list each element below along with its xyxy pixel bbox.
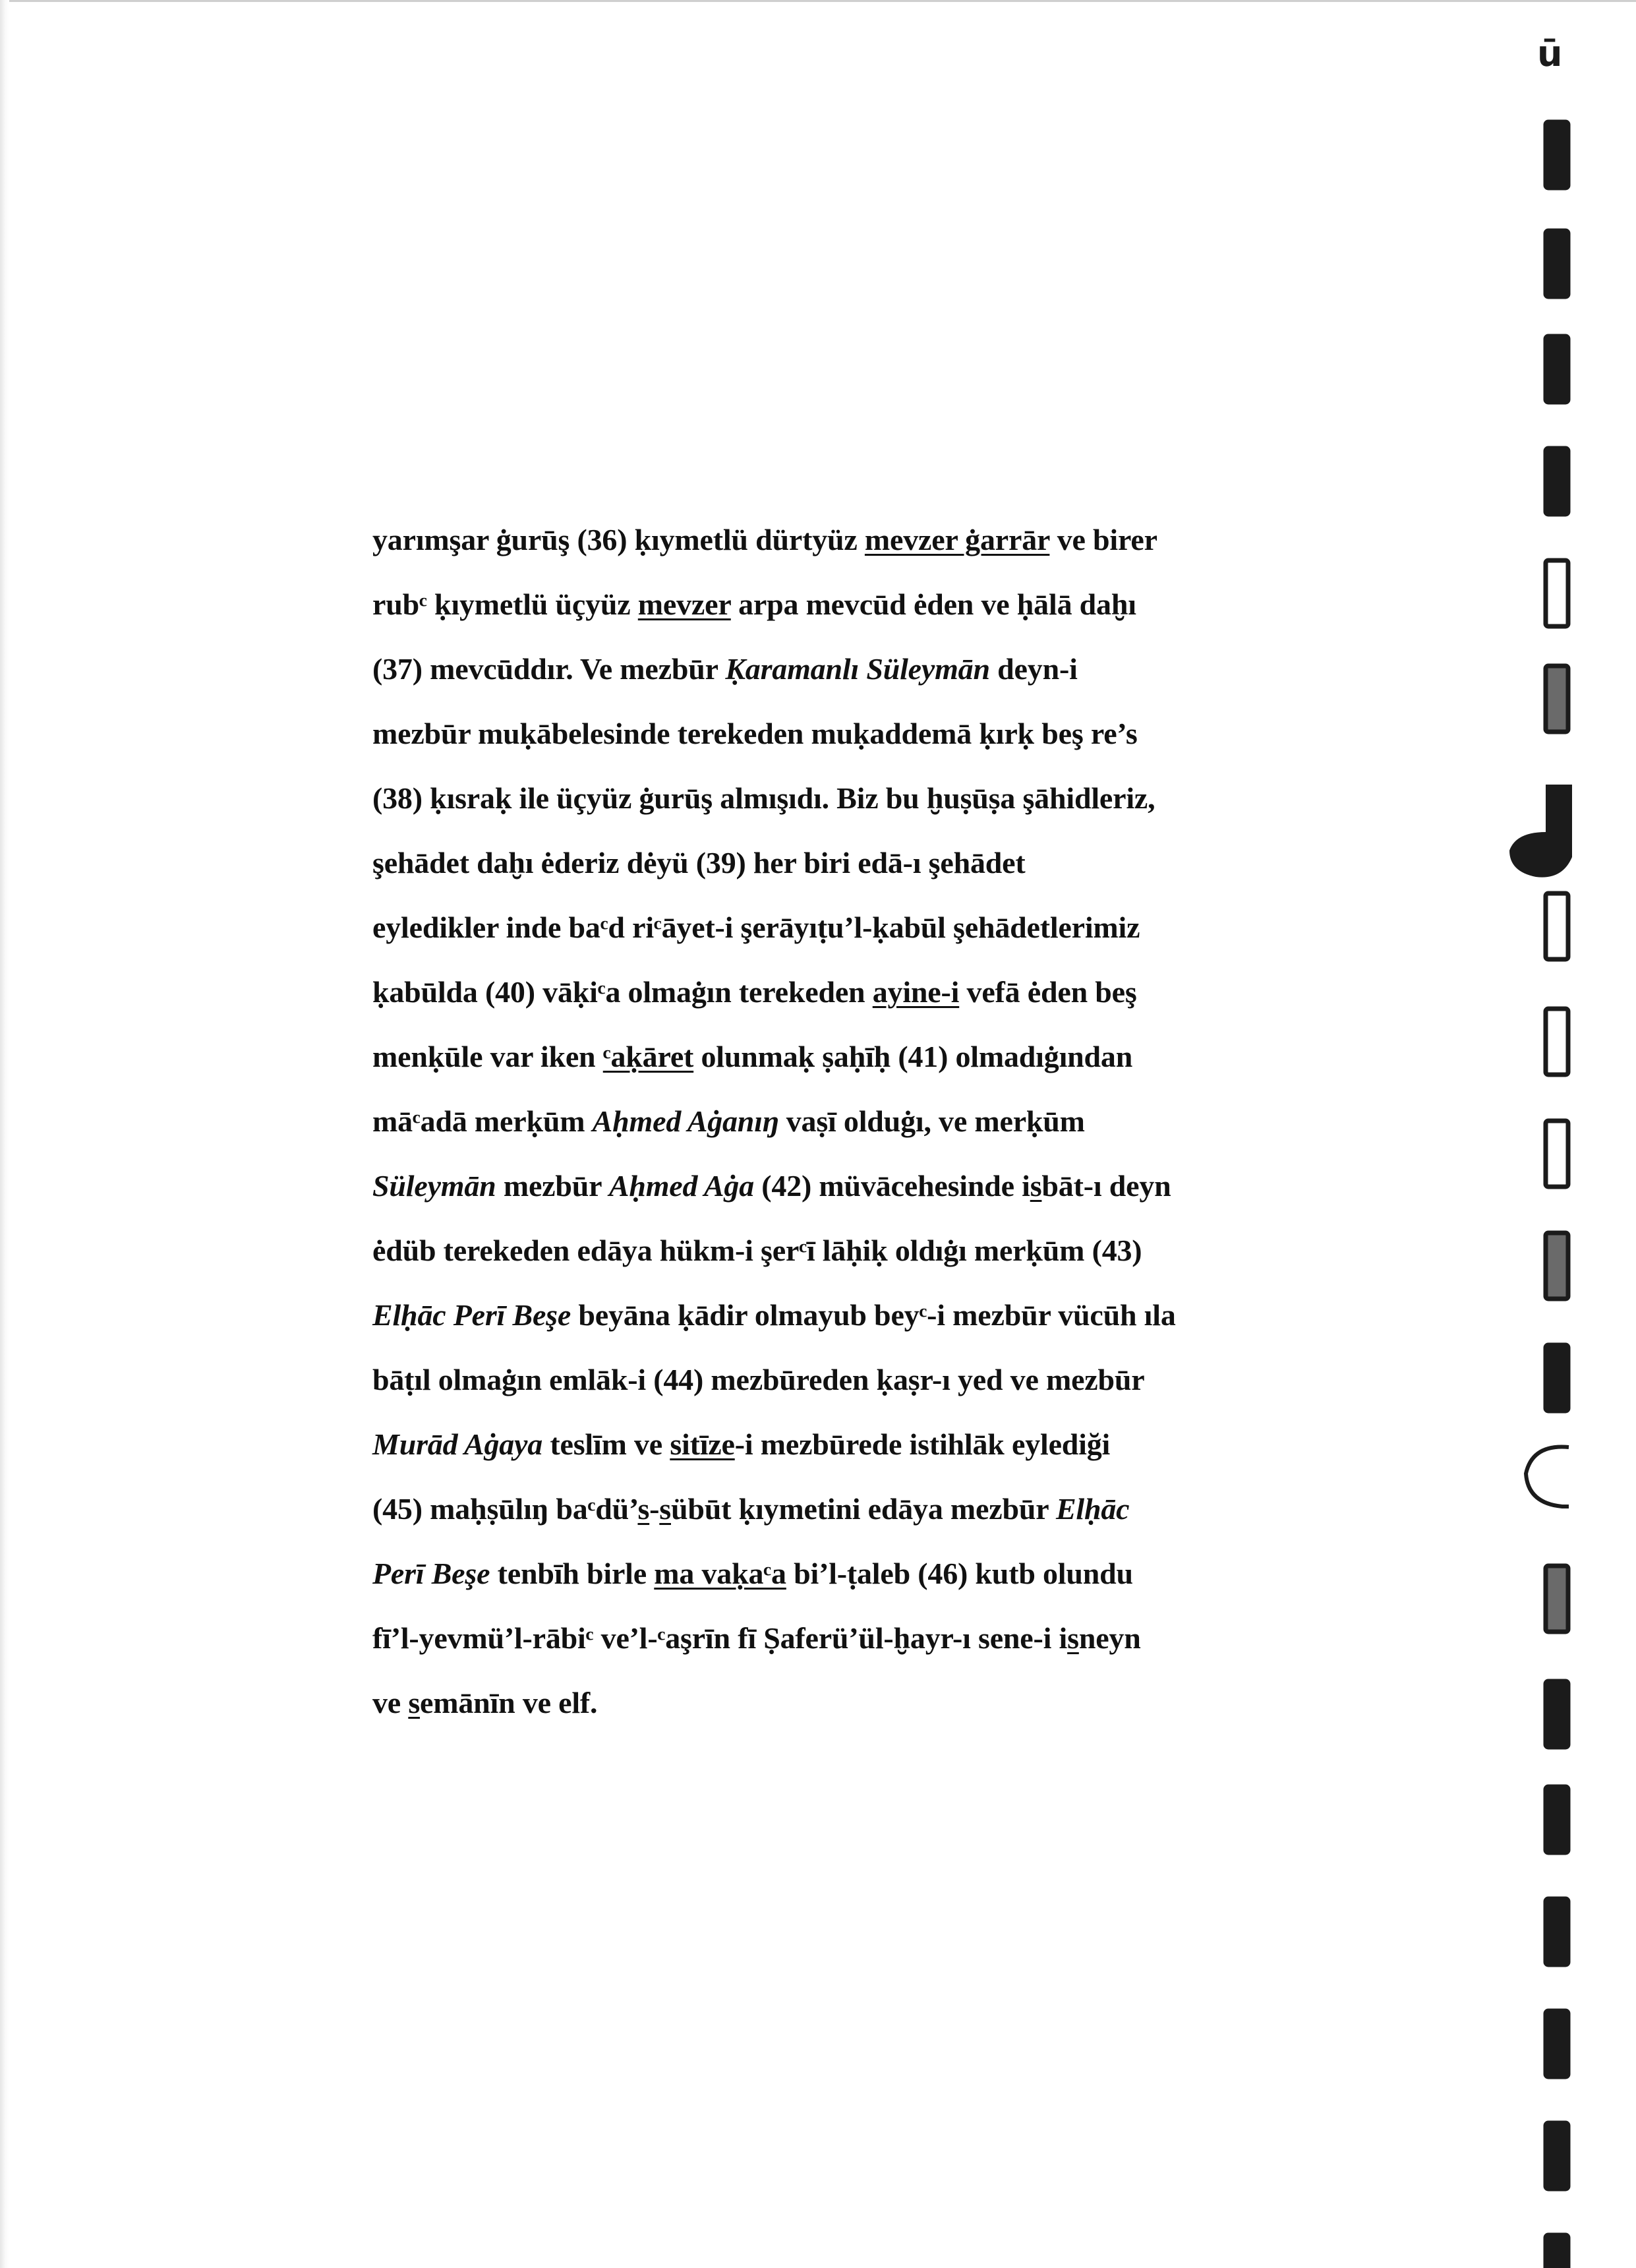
personal-name: Süleymān (372, 1169, 496, 1203)
underlined-term: s (1030, 1169, 1042, 1203)
page-left-edge (0, 0, 9, 2268)
binder-hole (1546, 1787, 1568, 1853)
binder-hole (1546, 1345, 1568, 1411)
text-run: emānīn ve elf. (420, 1686, 598, 1719)
text-line (372, 1025, 1361, 1089)
underlined-term: s (1067, 1621, 1079, 1655)
text-line (372, 637, 1361, 701)
text-run: vaṣī olduġı, ve merḳūm (778, 1104, 1085, 1138)
underlined-term: ayine-i (872, 975, 960, 1009)
text-run: vefā ėden beş (959, 975, 1137, 1009)
text-line (372, 508, 1361, 572)
personal-name: Aḥmed Aġa (608, 1169, 754, 1203)
text-run: māᶜadā merḳūm (372, 1104, 593, 1138)
text-run: beyāna ḳādir olmayub beyᶜ-i mezbūr vücūh ıla (571, 1298, 1176, 1332)
text-run: neyn (1078, 1621, 1141, 1655)
binder-hole (1546, 1681, 1568, 1747)
binder-hole (1546, 1121, 1568, 1187)
text-run: (37) mevcūddır. Ve mezbūr (372, 652, 726, 686)
text-line (372, 895, 1361, 960)
text-run: teslīm ve (542, 1427, 670, 1461)
ink-blot (1509, 785, 1572, 878)
text-run: (38) ḳısraḳ ile üçyüz ġurūş almışıdı. Biz bu ḫuṣūṣa şāhidleriz, (372, 781, 1155, 815)
text-run: arpa mevcūd ėden ve ḥālā daḫı (730, 587, 1136, 621)
personal-name: Murād Aġaya (372, 1427, 543, 1461)
personal-name: Elḥāc (1055, 1492, 1130, 1526)
text-line (372, 960, 1361, 1025)
text-run: - (649, 1492, 660, 1526)
text-line (372, 1541, 1361, 1606)
text-line (372, 1089, 1361, 1154)
underlined-term: ᶜaḳāret (602, 1040, 694, 1073)
text-run: (42) müvācehesinde i (754, 1169, 1030, 1203)
binder-hole (1546, 2123, 1568, 2189)
text-run: eyledikler inde baᶜd riᶜāyet-i şerāyıṭu’l-ḳabūl şehādetlerimiz (372, 910, 1140, 944)
text-run: bāṭıl olmaġın emlāk-i (44) mezbūreden ḳaṣr-ı yed ve mezbūr (372, 1363, 1145, 1396)
underlined-term: mevzer ġarrār (864, 523, 1050, 556)
binder-ring-outline (1526, 1447, 1569, 1507)
text-line (372, 1348, 1361, 1412)
binder-hole (1546, 1233, 1568, 1299)
text-run: rubᶜ ḳıymetlü üçyüz (372, 587, 638, 621)
underlined-term: s (408, 1686, 421, 1719)
text-line (372, 701, 1361, 766)
personal-name: Aḥmed Aġanıŋ (592, 1104, 779, 1138)
corner-mark: ū (1537, 33, 1563, 75)
underlined-term: ma vaḳaᶜa (654, 1557, 786, 1590)
text-run: deyn-i (989, 652, 1078, 686)
text-run: ve birer (1049, 523, 1157, 556)
transcription-paragraph (372, 508, 1361, 1735)
text-run: bi’l-ṭaleb (46) kutb olundu (786, 1557, 1133, 1590)
binder-hole (1546, 1009, 1568, 1075)
binder-hole (1546, 122, 1568, 188)
binder-hole (1546, 231, 1568, 297)
text-line (372, 831, 1361, 895)
text-line (372, 1606, 1361, 1671)
text-line (372, 572, 1361, 637)
text-line (372, 766, 1361, 831)
text-line (372, 1218, 1361, 1283)
binder-hole (1546, 2235, 1568, 2268)
text-line (372, 1477, 1361, 1541)
text-run: fī’l-yevmü’l-rābiᶜ ve’l-ᶜaşrīn fī Ṣaferü’ül-ḫayr-ı sene-i i (372, 1621, 1068, 1655)
underlined-term: sitīze (670, 1427, 735, 1461)
personal-name: Ḳaramanlı Süleymān (725, 652, 990, 686)
text-run: ve (372, 1686, 409, 1719)
binder-hole (1546, 448, 1568, 514)
text-run: şehādet daḫı ėderiz dėyü (39) her biri edā-ı şehādet (372, 846, 1026, 880)
text-line (372, 1671, 1361, 1735)
text-run: (45) maḥṣūlıŋ baᶜdü’ (372, 1492, 638, 1526)
text-run: -i mezbūrede istihlāk eylediği (734, 1427, 1111, 1461)
text-run: mezbūr (496, 1169, 609, 1203)
text-run: bāt-ı deyn (1041, 1169, 1171, 1203)
underlined-term: s (659, 1492, 671, 1526)
binder-hole (1546, 336, 1568, 402)
text-run: yarımşar ġurūş (36) ḳıymetlü dürtyüz (372, 523, 865, 556)
page-top-edge (0, 0, 1636, 2)
text-run: ėdüb terekeden edāya hükm-i şerᶜī lāḥiḳ oldıġı merḳūm (43) (372, 1234, 1142, 1267)
text-run: menḳūle var iken (372, 1040, 603, 1073)
binder-hole (1546, 1566, 1568, 1632)
binder-hole (1546, 2011, 1568, 2077)
text-run: übūt ḳıymetini edāya mezbūr (671, 1492, 1056, 1526)
text-line (372, 1154, 1361, 1218)
personal-name: Perī Beşe (372, 1557, 490, 1590)
text-line (372, 1412, 1361, 1477)
text-run: ḳabūlda (40) vāḳiᶜa olmaġın terekeden (372, 975, 873, 1009)
personal-name: Elḥāc Perī Beşe (372, 1298, 571, 1332)
underlined-term: mevzer (637, 587, 731, 621)
text-run: tenbīh birle (490, 1557, 655, 1590)
text-line (372, 1283, 1361, 1348)
binder-hole (1546, 560, 1568, 626)
binder-hole (1546, 666, 1568, 732)
binder-hole (1546, 893, 1568, 959)
text-run: olunmaḳ ṣaḥīḥ (41) olmadıġından (693, 1040, 1133, 1073)
underlined-term: s (637, 1492, 650, 1526)
binder-hole (1546, 1899, 1568, 1965)
text-run: mezbūr muḳābelesinde terekeden muḳaddemā ḳırḳ beş re’s (372, 717, 1138, 750)
